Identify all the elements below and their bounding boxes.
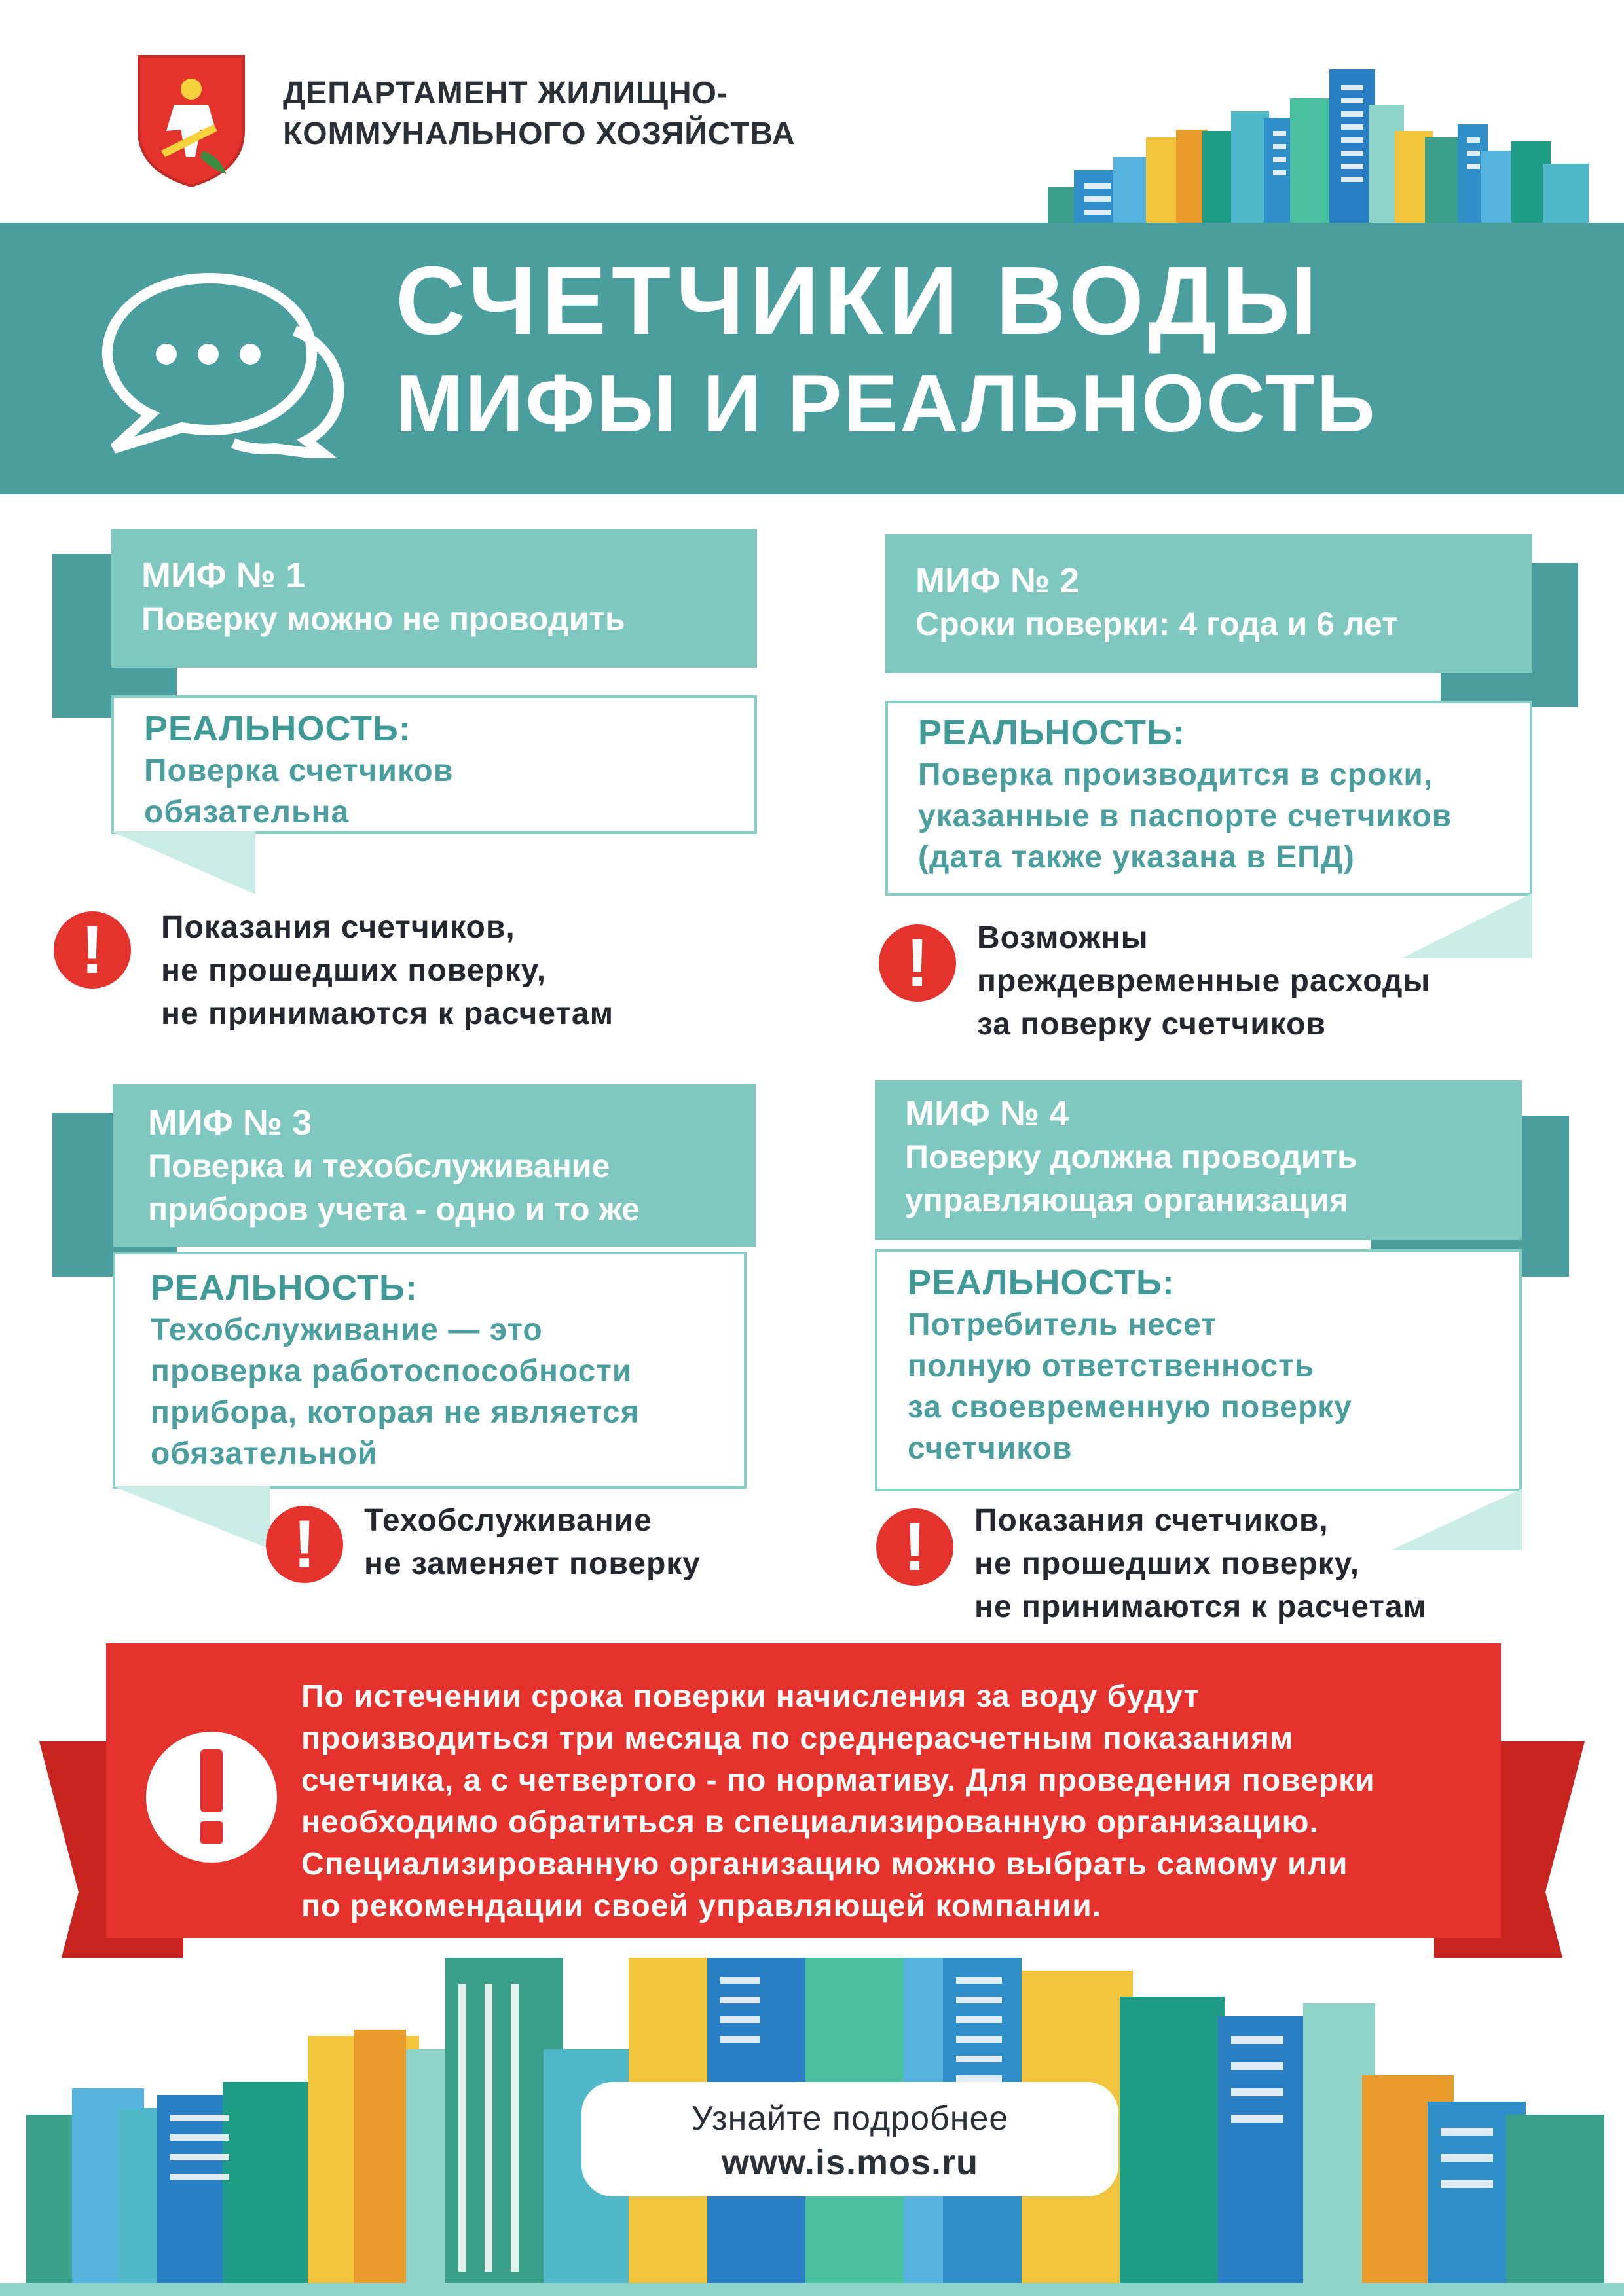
- myth-2-warning-line-3: за поверку счетчиков: [977, 1007, 1326, 1042]
- city-skyline-top-illustration: [1048, 59, 1598, 230]
- myth-4-reality: [875, 1249, 1522, 1491]
- notice-line-6: по рекомендации своей управляющей компании.: [301, 1889, 1102, 1923]
- myth-1-reality-line-1: Поверка счетчиков: [144, 754, 454, 788]
- myth-2-warning-icon: [879, 924, 956, 1002]
- myth-3-text-line-1: Поверка и техобслуживание: [148, 1148, 610, 1184]
- myth-2-warning-line-2: преждевременные расходы: [977, 964, 1431, 998]
- myth-2-reality-line-2: указанные в паспорте счетчиков: [918, 799, 1452, 833]
- myth-3-text-line-2: приборов учета - одно и то же: [148, 1191, 640, 1228]
- myth-1-reality-line-2: обязательна: [144, 795, 350, 829]
- more-info-badge: [581, 2082, 1118, 2196]
- myth-4-number: МИФ № 4: [905, 1094, 1069, 1133]
- moscow-coat-of-arms-icon: [135, 52, 248, 189]
- myth-1-header: [111, 529, 757, 668]
- myth-2-warning-line-1: Возможны: [977, 920, 1149, 955]
- myth-3-header: [113, 1084, 756, 1247]
- department-name: [283, 73, 796, 155]
- myth-2-reality-label: РЕАЛЬНОСТЬ:: [918, 713, 1185, 752]
- myth-3-warning-line-1: Техобслуживание: [364, 1503, 652, 1538]
- myth-4-header: [875, 1080, 1522, 1240]
- myth-2-reality-line-3: (дата также указана в ЕПД): [918, 840, 1355, 875]
- myth-4-text-line-1: Поверку должна проводить: [905, 1139, 1357, 1175]
- notice-line-4: необходимо обратиться в специализированную организацию.: [301, 1805, 1319, 1840]
- myth-2-number: МИФ № 2: [915, 561, 1080, 600]
- myth-1-warning-mark: !: [81, 912, 104, 988]
- myth-1-warning: [161, 906, 750, 1036]
- banner-title-line-2: МИФЫ И РЕАЛЬНОСТЬ: [396, 359, 1377, 449]
- notice-line-2: производиться три месяца по среднерасчетным показаниям: [301, 1721, 1294, 1756]
- myth-2-warning-mark: !: [906, 925, 929, 1001]
- department-line-1: ДЕПАРТАМЕНТ ЖИЛИЩНО-: [283, 76, 728, 111]
- chat-bubbles-icon: [98, 259, 354, 458]
- myth-3-reality-label: РЕАЛЬНОСТЬ:: [151, 1268, 418, 1307]
- myth-3-reality-line-3: прибора, которая не является: [151, 1395, 640, 1430]
- myth-3-warning-mark: !: [293, 1506, 316, 1582]
- myth-2-text: Сроки поверки: 4 года и 6 лет: [915, 606, 1398, 642]
- myth-2-reality: [885, 701, 1532, 896]
- myth-2-warning: [977, 917, 1566, 1046]
- myth-1-warning-icon: [54, 911, 131, 989]
- myth-4-reality-line-4: счетчиков: [908, 1431, 1073, 1466]
- myth-4-reality-label: РЕАЛЬНОСТЬ:: [908, 1263, 1175, 1302]
- myth-2-header: [885, 534, 1532, 673]
- myth-4-reality-line-3: за своевременную поверку: [908, 1390, 1352, 1425]
- myth-4-warning-mark: !: [903, 1509, 927, 1585]
- myth-4-warning-line-2: не прошедших поверку,: [974, 1546, 1360, 1581]
- myth-1-reality-label: РЕАЛЬНОСТЬ:: [144, 709, 411, 748]
- notice-line-3: счетчика, а с четвертого - по нормативу. Для проведения поверки: [301, 1763, 1375, 1798]
- myth-3-reality-line-1: Техобслуживание — это: [151, 1313, 543, 1347]
- myth-4-warning-icon: [876, 1508, 953, 1586]
- myth-4-text-line-2: управляющая организация: [905, 1182, 1349, 1218]
- myth-4-warning: [974, 1499, 1564, 1629]
- myth-3-number: МИФ № 3: [148, 1103, 312, 1142]
- notice-warning-icon: [143, 1728, 280, 1866]
- myth-4-reality-line-1: Потребитель несет: [908, 1307, 1217, 1342]
- myth-3-reality: [113, 1252, 747, 1489]
- banner-title-line-1: СЧЕТЧИКИ ВОДЫ: [396, 247, 1323, 355]
- website-link[interactable]: www.is.mos.ru: [721, 2143, 979, 2182]
- myth-3-warning-line-2: не заменяет поверку: [364, 1546, 701, 1581]
- myth-2-reality-line-1: Поверка производится в сроки,: [918, 757, 1433, 792]
- myth-3-reality-line-2: проверка работоспособности: [151, 1354, 633, 1389]
- myth-1-warning-line-3: не принимаются к расчетам: [161, 996, 614, 1031]
- myth-3-reality-line-4: обязательной: [151, 1436, 378, 1471]
- myth-1-warning-line-2: не прошедших поверку,: [161, 953, 547, 988]
- myth-1-reality: [111, 695, 757, 834]
- myth-3-warning-icon: [266, 1506, 343, 1583]
- myth-4-reality-line-2: полную ответственность: [908, 1349, 1315, 1383]
- myth-1-text: Поверку можно не проводить: [141, 600, 625, 637]
- myth-1-number: МИФ № 1: [141, 556, 306, 595]
- myth-3-reality-tail: [113, 1486, 270, 1552]
- myth-1-reality-tail: [111, 831, 255, 897]
- myth-4-warning-line-1: Показания счетчиков,: [974, 1503, 1329, 1538]
- myth-3-warning: [364, 1499, 809, 1586]
- more-info-label: Узнайте подробнее: [691, 2100, 1009, 2138]
- notice-text: [301, 1676, 1500, 1927]
- myth-1-warning-line-1: Показания счетчиков,: [161, 910, 515, 945]
- myth-4-warning-line-3: не принимаются к расчетам: [974, 1590, 1428, 1624]
- department-line-2: КОММУНАЛЬНОГО ХОЗЯЙСТВА: [283, 117, 796, 151]
- notice-line-1: По истечении срока поверки начисления за воду будут: [301, 1679, 1200, 1714]
- notice-line-5: Специализированную организацию можно выбрать самому или: [301, 1847, 1348, 1882]
